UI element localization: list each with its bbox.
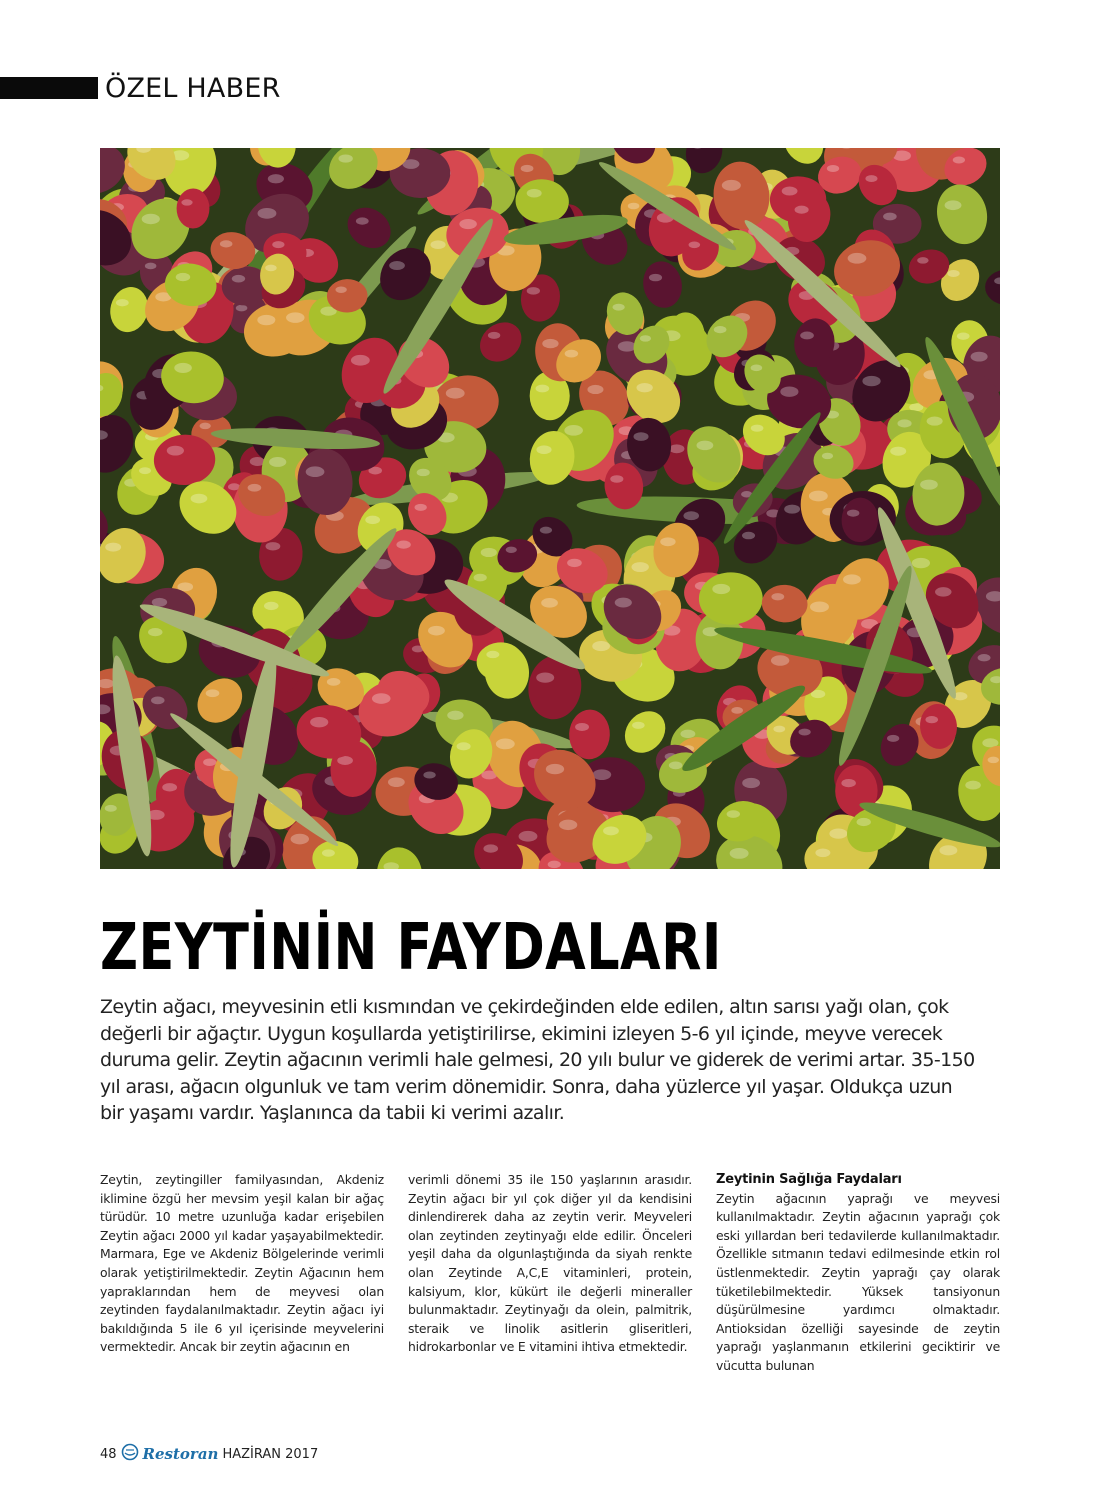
body-paragraph: Zeytin ağacının yaprağı ve meyvesi kullanılmaktadır. Zeytin ağacının yaprağı çok eski yıllardan beri tedavilerde kullanılmaktadır. Özellikle sıtmanın tedavi edilmesinde etkin rol üstlenmektedir. Zeytin yaprağı çay olarak tüketilebilmektedir. Yüksek tansiyonun düşürülmesine yardımcı olmaktadır. Antioksidan özelliği sayesinde de zeytin yaprağı yaşlanmanın etkilerini geciktirir ve vücutta bulunan: [716, 1190, 1000, 1373]
footer-issue: HAZİRAN 2017: [222, 1446, 319, 1462]
body-paragraph: Zeytin, zeytingiller familyasından, Akdeniz iklimine özgü her mevsim yeşil kalan bir ağaç türüdür. 10 metre uzunluğa kadar erişebilen Zeytin ağacı 2000 yıl kadar yaşayabilmektedir. Marmara, Ege ve Akdeniz Bölgelerinde verimli olarak yetiştirilmektedir. Zeytin Ağacının hem yapraklarından hem de meyvesi olan zeytinden faydalanılmaktadır. Zeytin ağacı iyi bakıldığında 5 ile 6 yıl içerisinde meyvelerini vermektedir. Ancak bir zeytin ağacının en: [100, 1172, 384, 1355]
body-paragraph: verimli dönemi 35 ile 150 yaşlarının arasıdır. Zeytin ağacı bir yıl çok diğer yıl da kendisini dinlendirerek daha az zeytin verir. Meyveleri olan zeytinden zeytinyağı elde edilir. Önceleri yeşil daha da olgunlaştığında da siyah renkte olan Zeytinde A,C,E vitaminleri, protein, kalsiyum, klor, kükürt ile değerli mineraller bulunmaktadır. Zeytinyağı da olein, palmitrik, steraik ve linolik asitlerin gliseritleri, hidrokarbonlar ve E vitamini ihtiva etmektedir.: [408, 1172, 692, 1355]
footer-brand: Restoran: [142, 1445, 219, 1463]
article-title: ZEYTİNİN FAYDALARI: [100, 911, 722, 985]
page-number: 48: [100, 1446, 117, 1462]
page-footer: [100, 1444, 318, 1464]
restoran-logo-icon: [121, 1443, 139, 1465]
section-heading: Zeytinin Sağlığa Faydaları: [716, 1172, 902, 1187]
section-label: ÖZEL HABER: [105, 73, 281, 104]
article-lead: Zeytin ağacı, meyvesinin etli kısmından ve çekirdeğinden elde edilen, altın sarısı yağı olan, çok değerli bir ağaçtır. Uygun koşullarda yetiştirilirse, ekimini izleyen 5-6 yıl içinde, meyve verecek duruma gelir. Zeytin ağacının verimli hale gelmesi, 20 yılı bulur ve giderek de verimi artar. 35-150 yıl arası, ağacın olgunluk ve tam verim dönemidir. Sonra, daha yüzlerce yıl yaşar. Oldukça uzun bir yaşamı vardır. Yaşlanınca da tabii ki verimi azalır.: [100, 996, 975, 1124]
body-column-2: [408, 1171, 692, 1357]
body-column-3: [716, 1171, 1000, 1376]
olives-photo: [100, 148, 1000, 869]
section-bar: [0, 77, 98, 99]
body-column-1: [100, 1171, 384, 1357]
hero-image-olives: [100, 148, 1000, 869]
